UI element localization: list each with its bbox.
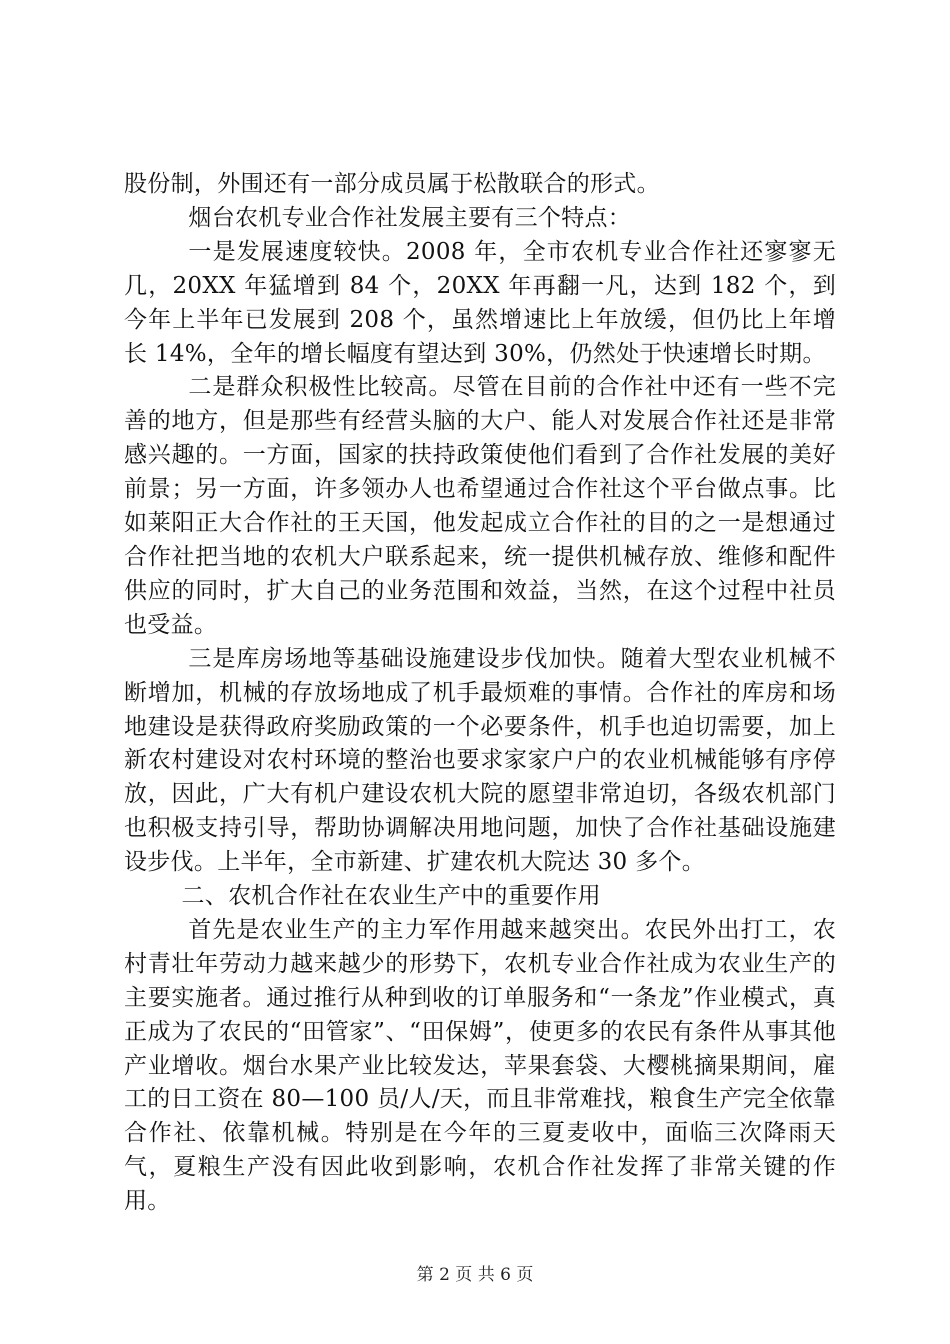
paragraph-feature-three: 三是库房场地等基础设施建设步伐加快。随着大型农业机械不断增加，机械的存放场地成了机手最烦难的事情。合作社的库房和场地建设是获得政府奖励政策的一个必要条件，机手也迫切需要，加上新农村建设对农村环境的整治也要求家家户户的农业机械能够有序停放，因此，广大有机户建设农机大院的愿望非常迫切，各级农机部门也积极支持引导，帮助协调解决用地问题，加快了合作社基础设施建设步伐。上半年，全市新建、扩建农机大院达 30 多个。: [124, 645, 836, 876]
paragraph-intro: 烟台农机专业合作社发展主要有三个特点：: [188, 204, 632, 231]
paragraph-continuation: 股份制，外围还有一部分成员属于松散联合的形式。: [124, 171, 660, 197]
section-heading: 二、农机合作社在农业生产中的重要作用: [181, 883, 601, 910]
paragraph-role-one: 首先是农业生产的主力军作用越来越突出。农民外出打工，农村青壮年劳动力越来越少的形势下，农机专业合作社成为农业生产的主要实施者。通过推行从种到收的订单服务和“一条龙”作业模式，真正成为了农民的“田管家”、“田保姆”，使更多的农民有条件从事其他产业增收。烟台水果产业比较发达，苹果套袋、大樱桃摘果期间，雇工的日工资在 80—100 员/人/天，而且非常难找，粮食生产完全依靠合作社、依靠机械。特别是在今年的三夏麦收中，面临三次降雨天气，夏粮生产没有因此收到影响，农机合作社发挥了非常关键的作用。: [124, 916, 836, 1215]
document-body: [124, 168, 836, 1219]
paragraph-feature-one: 一是发展速度较快。2008 年，全市农机专业合作社还寥寥无几，20XX 年猛增到 84 个，20XX 年再翻一凡，达到 182 个，到今年上半年已发展到 208 个，虽然增速比上年放缓，但仍比上年增长 14%，全年的增长幅度有望达到 30%，仍然处于快速增长时期。: [124, 238, 836, 367]
paragraph-feature-two: 二是群众积极性比较高。尽管在目前的合作社中还有一些不完善的地方，但是那些有经营头脑的大户、能人对发展合作社还是非常感兴趣的。一方面，国家的扶持政策使他们看到了合作社发展的美好前景；另一方面，许多领办人也希望通过合作社这个平台做点事。比如莱阳正大合作社的王天国，他发起成立合作社的目的之一是想通过合作社把当地的农机大户联系起来，统一提供机械存放、维修和配件供应的同时，扩大自己的业务范围和效益，当然，在这个过程中社员也受益。: [124, 374, 836, 638]
page-number-footer: 第 2 页 共 6 页: [416, 1265, 534, 1285]
